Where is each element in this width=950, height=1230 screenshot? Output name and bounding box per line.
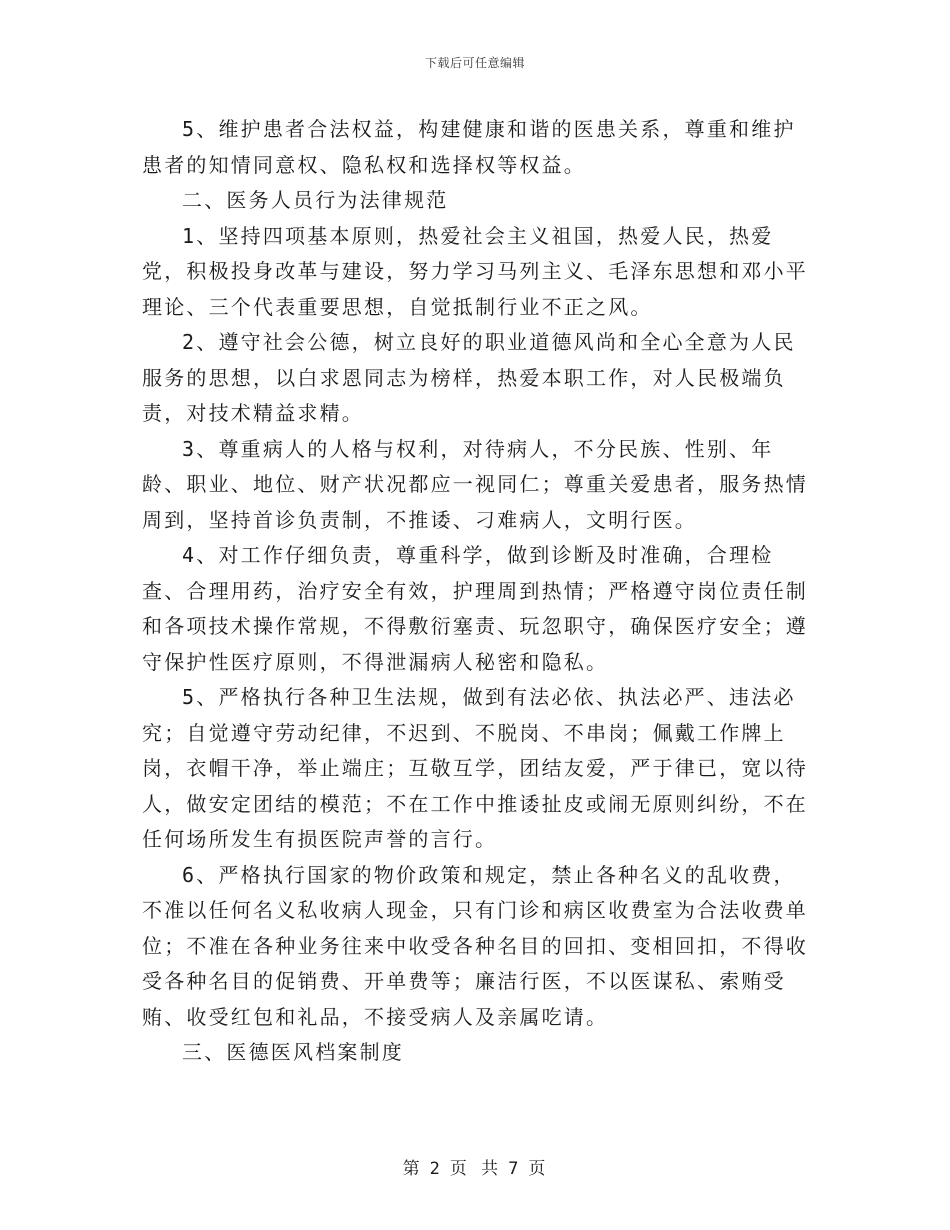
footer-prefix: 第 [402, 1159, 422, 1179]
paragraph-respect-patients: 3、尊重病人的人格与权利，对待病人，不分民族、性别、年龄、职业、地位、财产状况都应一视同仁；尊重关爱患者，服务热情周到，坚持首诊负责制，不推诿、刁难病人，文明行医。 [142, 436, 808, 532]
footer-middle: 页 共 [449, 1159, 501, 1179]
paragraph-work-responsibility: 4、对工作仔细负责，尊重科学，做到诊断及时准确，合理检查、合理用药，治疗安全有效，护理周到热情；严格遵守岗位责任制和各项技术操作常规，不得敷衍塞责、玩忽职守，确保医疗安全；遵守保护性医疗原则，不得泄漏病人秘密和隐私。 [142, 543, 808, 674]
page-footer [0, 1154, 950, 1179]
paragraph-principles: 1、坚持四项基本原则，热爱社会主义祖国，热爱人民，热爱党，积极投身改革与建设，努力学习马列主义、毛泽东思想和邓小平理论、三个代表重要思想，自觉抵制行业不正之风。 [142, 223, 808, 319]
section-heading-archive-system: 三、医德医风档案制度 [182, 1040, 404, 1064]
section-heading-legal-norms: 二、医务人员行为法律规范 [182, 188, 449, 212]
paragraph-pricing-policy: 6、严格执行国家的物价政策和规定，禁止各种名义的乱收费，不准以任何名义私收病人现金，只有门诊和病区收费室为合法收费单位；不准在各种业务往来中收受各种名目的回扣、变相回扣，不得收受各种名目的促销费、开单费等；廉洁行医，不以医谋私、索贿受贿、收受红包和礼品，不接受病人及亲属吃请。 [142, 862, 808, 1029]
current-page-number: 2 [429, 1159, 442, 1179]
paragraph-social-ethics: 2、遵守社会公德，树立良好的职业道德风尚和全心全意为人民服务的思想，以白求恩同志为榜样，热爱本职工作，对人民极端负责，对技术精益求精。 [142, 330, 796, 425]
total-page-number: 7 [508, 1159, 521, 1179]
paragraph-patient-rights: 5、维护患者合法权益，构建健康和谐的医患关系，尊重和维护患者的知情同意权、隐私权和选择权等权益。 [142, 117, 796, 177]
footer-suffix: 页 [528, 1159, 548, 1179]
header-note: 下载后可任意编辑 [424, 56, 525, 70]
paragraph-health-regulations: 5、严格执行各种卫生法规，做到有法必依、执法必严、违法必究；自觉遵守劳动纪律，不迟到、不脱岗、不串岗；佩戴工作牌上岗，衣帽干净，举止端庄；互敬互学，团结友爱，严于律已，宽以待人，做安定团结的模范；不在工作中推诿扯皮或闹无原则纠纷，不在任何场所发生有损医院声誉的言行。 [142, 685, 808, 851]
document-body [142, 112, 810, 1071]
